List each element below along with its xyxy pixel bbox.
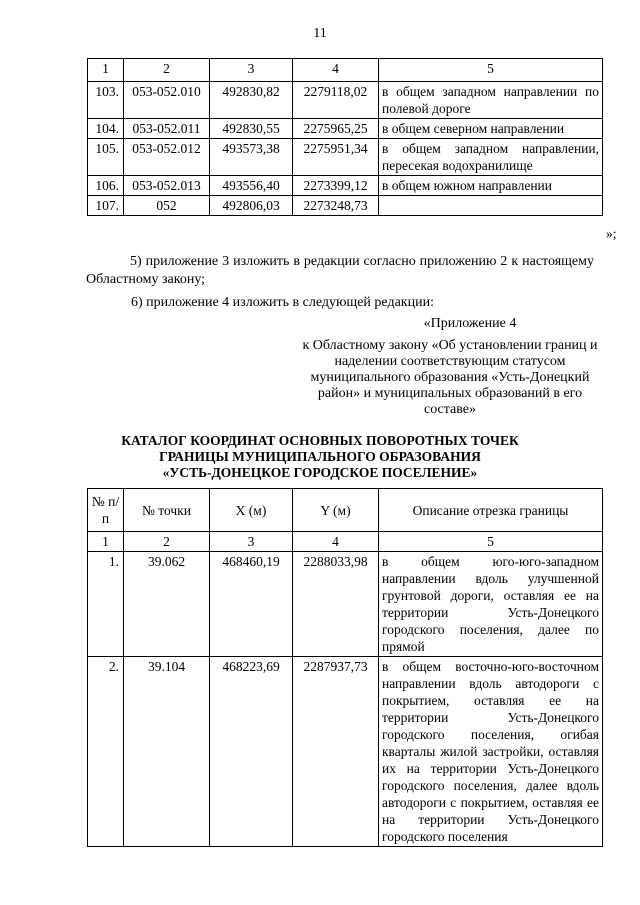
y-coordinate: 2279118,02: [293, 82, 379, 119]
col-number-5: 5: [379, 532, 603, 552]
appendix-subtitle: к Областному закону «Об установлении границ и наделении соответствующим статусом муниципального образования «Усть-Донецкий район» и муниципальных образований в его составе»: [302, 338, 598, 417]
table-row: [88, 139, 603, 176]
header-description: Описание отрезка границы: [379, 489, 603, 532]
segment-description: в общем западном направлении, пересекая водохранилище: [379, 139, 603, 176]
table-row: [88, 119, 603, 139]
row-index: 105.: [88, 139, 124, 176]
table-row: [88, 657, 603, 847]
coordinates-table-continued: [87, 58, 603, 216]
paragraph-6: 6) приложение 4 изложить в следующей редакции:: [131, 295, 434, 310]
header-row-number: № п/п: [88, 489, 124, 532]
point-id: 052: [124, 196, 210, 216]
page-number: 11: [313, 26, 327, 41]
x-coordinate: 492830,55: [210, 119, 293, 139]
point-id: 39.104: [124, 657, 210, 847]
table-header-row: [88, 489, 603, 532]
y-coordinate: 2275965,25: [293, 119, 379, 139]
catalog-title-line-2: ГРАНИЦЫ МУНИЦИПАЛЬНОГО ОБРАЗОВАНИЯ: [159, 449, 481, 464]
appendix-title: «Приложение 4: [423, 316, 517, 331]
table-row: [88, 196, 603, 216]
x-coordinate: 468460,19: [210, 552, 293, 657]
col-number-5: 5: [379, 59, 603, 82]
point-id: 053-052.010: [124, 82, 210, 119]
point-id: 39.062: [124, 552, 210, 657]
point-id: 053-052.011: [124, 119, 210, 139]
x-coordinate: 493573,38: [210, 139, 293, 176]
row-index: 103.: [88, 82, 124, 119]
row-index: 104.: [88, 119, 124, 139]
col-number-2: 2: [124, 532, 210, 552]
closing-quote: »;: [606, 226, 617, 241]
table-row: [88, 552, 603, 657]
x-coordinate: 492830,82: [210, 82, 293, 119]
catalog-title-line-3: «УСТЬ-ДОНЕЦКОЕ ГОРОДСКОЕ ПОСЕЛЕНИЕ»: [162, 465, 478, 480]
segment-description: в общем юго-юго-западном направлении вдоль улучшенной грунтовой дороги, оставляя ее на территории Усть-Донецкого городского поселения, далее по прямой: [379, 552, 603, 657]
x-coordinate: 468223,69: [210, 657, 293, 847]
segment-description: в общем восточно-юго-восточном направлении вдоль автодороги с покрытием, оставляя ее на территории Усть-Донецкого городского поселения, огибая кварталы жилой застройки, оставляя их на территории Усть-Донецкого городского поселения, далее вдоль автодороги с покрытием, оставляя ее на территории Усть-Донецкого городского поселения: [379, 657, 603, 847]
col-number-1: 1: [88, 532, 124, 552]
table-row: [88, 176, 603, 196]
coordinates-catalog-table: [87, 488, 603, 847]
point-id: 053-052.013: [124, 176, 210, 196]
paragraph-5: 5) приложение 3 изложить в редакции согласно приложению 2 к настоящему Областному закону;: [86, 254, 594, 287]
segment-description: в общем южном направлении: [379, 176, 603, 196]
header-x: X (м): [210, 489, 293, 532]
row-index: 1.: [88, 552, 124, 657]
x-coordinate: 492806,03: [210, 196, 293, 216]
row-index: 106.: [88, 176, 124, 196]
row-index: 2.: [88, 657, 124, 847]
col-number-2: 2: [124, 59, 210, 82]
catalog-title: [60, 433, 580, 481]
row-index: 107.: [88, 196, 124, 216]
col-number-4: 4: [293, 532, 379, 552]
y-coordinate: 2275951,34: [293, 139, 379, 176]
segment-description: в общем западном направлении по полевой дороге: [379, 82, 603, 119]
header-y: Y (м): [293, 489, 379, 532]
catalog-title-line-1: КАТАЛОГ КООРДИНАТ ОСНОВНЫХ ПОВОРОТНЫХ ТОЧЕК: [121, 433, 519, 448]
y-coordinate: 2273248,73: [293, 196, 379, 216]
table-header-row: [88, 59, 603, 82]
segment-description: в общем северном направлении: [379, 119, 603, 139]
y-coordinate: 2287937,73: [293, 657, 379, 847]
col-number-3: 3: [210, 532, 293, 552]
x-coordinate: 493556,40: [210, 176, 293, 196]
col-number-1: 1: [88, 59, 124, 82]
point-id: 053-052.012: [124, 139, 210, 176]
column-numbers-row: [88, 532, 603, 552]
col-number-3: 3: [210, 59, 293, 82]
y-coordinate: 2288033,98: [293, 552, 379, 657]
header-point-number: № точки: [124, 489, 210, 532]
table-row: [88, 82, 603, 119]
segment-description: [379, 196, 603, 216]
col-number-4: 4: [293, 59, 379, 82]
y-coordinate: 2273399,12: [293, 176, 379, 196]
